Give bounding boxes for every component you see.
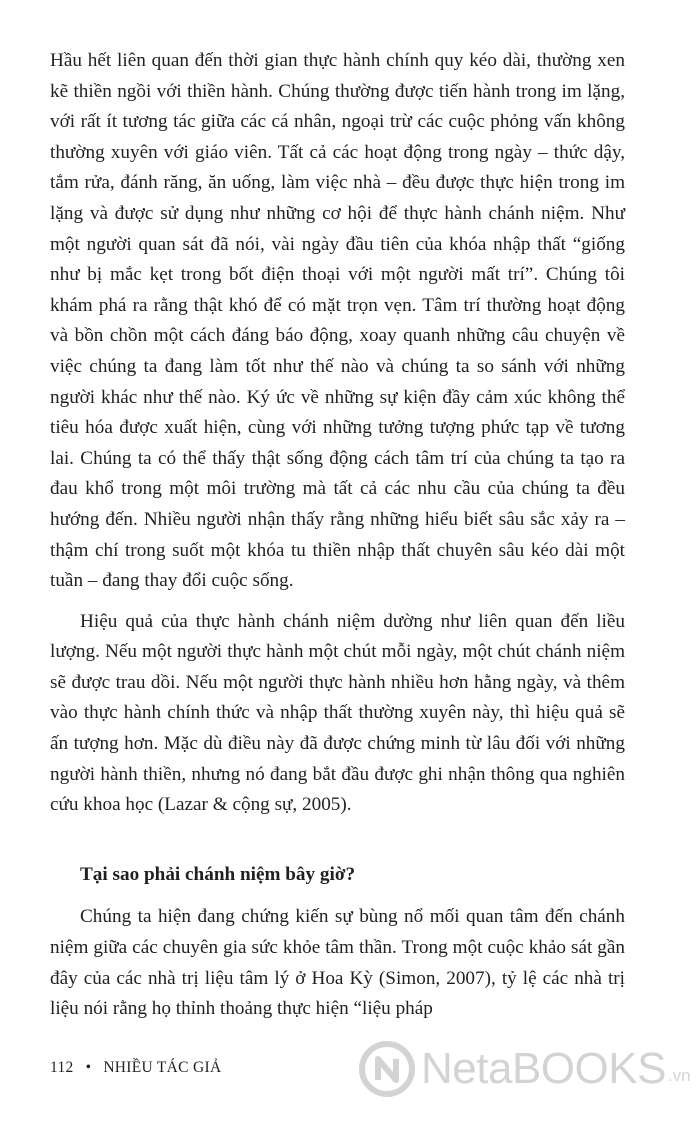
page-content bbox=[50, 46, 625, 1025]
watermark-tld: .vn bbox=[667, 1066, 691, 1085]
netabooks-logo-icon bbox=[358, 1040, 416, 1098]
watermark bbox=[358, 1036, 691, 1102]
body-paragraph: Chúng ta hiện đang chứng kiến sự bùng nổ mối quan tâm đến chánh niệm giữa các chuyên gia sức khỏe tâm thần. Trong một cuộc khảo sát gần đây của các nhà trị liệu tâm lý ở Hoa Kỳ (Simon, 2007), tỷ lệ các nhà trị liệu nói rằng họ thỉnh thoảng thực hiện “liệu pháp bbox=[50, 906, 625, 1020]
footer-separator: • bbox=[85, 1059, 92, 1076]
watermark-brand: NetaBOOKS bbox=[421, 1044, 666, 1093]
page-number: 112 bbox=[50, 1059, 74, 1076]
body-paragraph: Hiệu quả của thực hành chánh niệm dường như liên quan đến liều lượng. Nếu một người thực hành một chút mỗi ngày, một chút chánh niệm sẽ được trau dồi. Nếu một người thực hành nhiều hơn hằng ngày, và thêm vào thực hành chính thức và nhập thất thường xuyên này, thì hiệu quả sẽ ấn tượng hơn. Mặc dù điều này đã được chứng minh từ lâu đối với những người hành thiền, nhưng nó đang bắt đầu được ghi nhận thông qua nghiên cứu khoa học (Lazar & cộng sự, 2005). bbox=[50, 610, 625, 816]
body-paragraph: Hầu hết liên quan đến thời gian thực hành chính quy kéo dài, thường xen kẽ thiền ngồi với thiền hành. Chúng thường được tiến hành trong im lặng, với rất ít tương tác giữa các cá nhân, ngoại trừ các cuộc phỏng vấn không thường xuyên với giáo viên. Tất cả các hoạt động trong ngày – thức dậy, tắm rửa, đánh răng, ăn uống, làm việc nhà – đều được thực hiện trong im lặng và được sử dụng như những cơ hội để thực hành chánh niệm. Như một người quan sát đã nói, vài ngày đầu tiên của khóa nhập thất “giống như bị mắc kẹt trong bốt điện thoại với một người mất trí”. Chúng tôi khám phá ra rằng thật khó để có mặt trọn vẹn. Tâm trí thường hoạt động và bồn chồn một cách đáng báo động, xoay quanh những câu chuyện về việc chúng ta đang làm tốt như thế nào và chúng ta so sánh với những người khác như thế nào. Ký ức về những sự kiện đầy cảm xúc không thể tiêu hóa được xuất hiện, cùng với những tưởng tượng phức tạp về tương lai. Chúng ta có thể thấy thật sống động cách tâm trí của chúng ta tạo ra đau khổ trong một môi trường mà tất cả các nhu cầu của chúng ta đều hướng đến. Nhiều người nhận thấy rằng những hiểu biết sâu sắc xảy ra – thậm chí trong suốt một khóa tu thiền nhập thất chuyên sâu kéo dài một tuần – đang thay đổi cuộc sống. bbox=[50, 50, 625, 592]
page-footer bbox=[50, 1058, 221, 1078]
section-heading: Tại sao phải chánh niệm bây giờ? bbox=[80, 863, 356, 885]
running-author: NHIỀU TÁC GIẢ bbox=[103, 1059, 222, 1076]
